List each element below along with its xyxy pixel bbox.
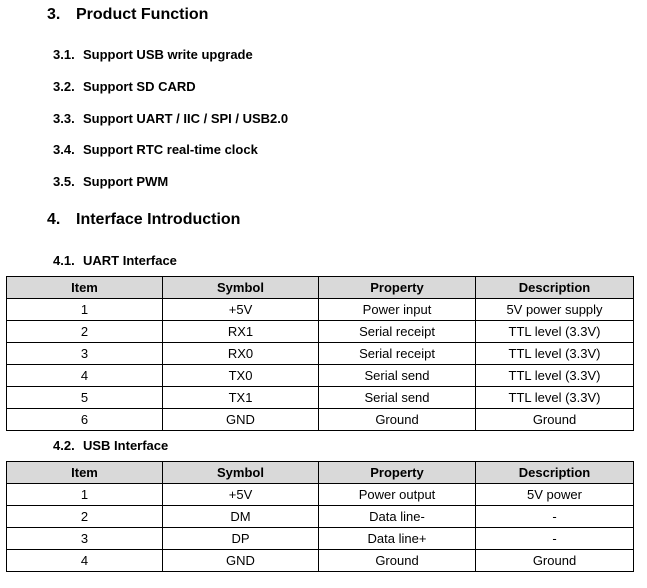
table-row — [7, 409, 634, 431]
cell-symbol: DM — [163, 506, 319, 528]
table-header-row — [7, 277, 634, 299]
table-row — [7, 387, 634, 409]
table-row — [7, 343, 634, 365]
table-row — [7, 550, 634, 572]
function-number: 3.1. — [53, 47, 75, 62]
header-description: Description — [476, 462, 634, 484]
header-symbol: Symbol — [163, 462, 319, 484]
header-item: Item — [7, 277, 163, 299]
function-title: Support UART / IIC / SPI / USB2.0 — [83, 111, 289, 126]
cell-property: Serial send — [319, 387, 476, 409]
cell-symbol: DP — [163, 528, 319, 550]
section-title: Product Function — [76, 6, 209, 23]
section-number: 4. — [47, 211, 61, 228]
function-title: Support PWM — [83, 174, 169, 189]
cell-property: Power input — [319, 299, 476, 321]
table-row — [7, 528, 634, 550]
cell-symbol: RX0 — [163, 343, 319, 365]
uart-table — [6, 276, 634, 431]
cell-property: Serial receipt — [319, 343, 476, 365]
usb-table — [6, 461, 634, 572]
subsection-number: 4.2. — [53, 438, 75, 453]
section-number: 3. — [47, 6, 61, 23]
cell-symbol: TX0 — [163, 365, 319, 387]
cell-item: 5 — [7, 387, 163, 409]
table-header-row — [7, 462, 634, 484]
cell-item: 3 — [7, 343, 163, 365]
table-row — [7, 365, 634, 387]
function-title: Support RTC real-time clock — [83, 142, 258, 157]
cell-description: - — [476, 506, 634, 528]
function-title: Support USB write upgrade — [83, 47, 253, 62]
function-item — [53, 47, 253, 62]
header-property: Property — [319, 462, 476, 484]
cell-property: Serial send — [319, 365, 476, 387]
cell-item: 4 — [7, 365, 163, 387]
cell-description: TTL level (3.3V) — [476, 365, 634, 387]
cell-symbol: TX1 — [163, 387, 319, 409]
table-row — [7, 321, 634, 343]
function-item — [53, 79, 196, 94]
cell-description: 5V power — [476, 484, 634, 506]
cell-item: 2 — [7, 321, 163, 343]
function-number: 3.3. — [53, 111, 75, 126]
cell-description: 5V power supply — [476, 299, 634, 321]
cell-symbol: GND — [163, 550, 319, 572]
cell-description: TTL level (3.3V) — [476, 387, 634, 409]
cell-item: 1 — [7, 484, 163, 506]
cell-symbol: GND — [163, 409, 319, 431]
cell-property: Power output — [319, 484, 476, 506]
cell-item: 4 — [7, 550, 163, 572]
header-description: Description — [476, 277, 634, 299]
subsection-title: UART Interface — [83, 253, 177, 268]
section-heading-interface-introduction — [47, 211, 240, 229]
cell-item: 2 — [7, 506, 163, 528]
cell-item: 6 — [7, 409, 163, 431]
cell-property: Serial receipt — [319, 321, 476, 343]
table-row — [7, 484, 634, 506]
section-heading-product-function — [47, 6, 208, 24]
cell-property: Ground — [319, 409, 476, 431]
header-property: Property — [319, 277, 476, 299]
cell-description: TTL level (3.3V) — [476, 343, 634, 365]
uart-heading — [53, 253, 177, 268]
usb-heading — [53, 438, 168, 453]
cell-property: Ground — [319, 550, 476, 572]
cell-item: 1 — [7, 299, 163, 321]
section-title: Interface Introduction — [76, 211, 241, 228]
cell-item: 3 — [7, 528, 163, 550]
function-item — [53, 111, 288, 126]
cell-property: Data line- — [319, 506, 476, 528]
table-row — [7, 299, 634, 321]
cell-description: Ground — [476, 550, 634, 572]
cell-description: Ground — [476, 409, 634, 431]
function-item — [53, 174, 168, 189]
table-row — [7, 506, 634, 528]
function-number: 3.2. — [53, 79, 75, 94]
function-title: Support SD CARD — [83, 79, 196, 94]
function-item — [53, 142, 258, 157]
cell-description: TTL level (3.3V) — [476, 321, 634, 343]
header-symbol: Symbol — [163, 277, 319, 299]
cell-description: - — [476, 528, 634, 550]
cell-property: Data line+ — [319, 528, 476, 550]
function-number: 3.4. — [53, 142, 75, 157]
function-number: 3.5. — [53, 174, 75, 189]
subsection-title: USB Interface — [83, 438, 169, 453]
cell-symbol: +5V — [163, 484, 319, 506]
subsection-number: 4.1. — [53, 253, 75, 268]
cell-symbol: +5V — [163, 299, 319, 321]
header-item: Item — [7, 462, 163, 484]
cell-symbol: RX1 — [163, 321, 319, 343]
